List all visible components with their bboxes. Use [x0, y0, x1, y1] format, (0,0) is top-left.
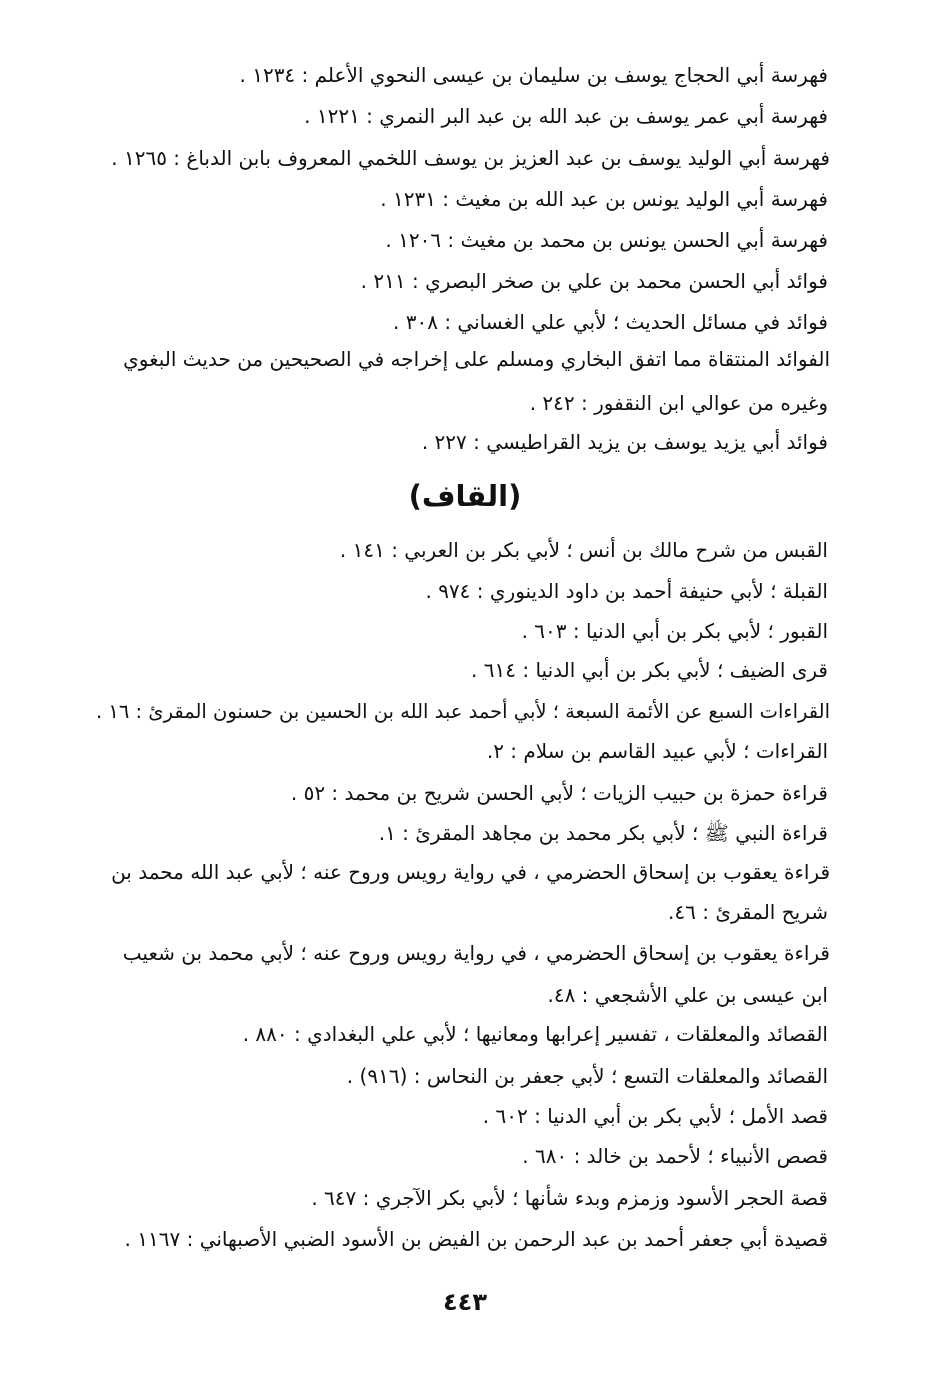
index-entry: قصة الحجر الأسود وزمزم وبدء شأنها ؛ لأبي بكر الآجري : ٦٤٧ .	[311, 1186, 828, 1210]
index-entry: قراءة النبي ﷺ ؛ لأبي بكر محمد بن مجاهد المقرئ : ١.	[378, 821, 828, 845]
index-entry: القراءات السبع عن الأئمة السبعة ؛ لأبي أحمد عبد الله بن الحسين بن حسنون المقرئ : ١٦ .	[95, 700, 830, 723]
index-entry: فوائد أبي الحسن محمد بن علي بن صخر البصري : ٢١١ .	[360, 269, 828, 293]
index-entry: قصص الأنبياء ؛ لأحمد بن خالد : ٦٨٠ .	[522, 1144, 828, 1168]
section-heading: (القاف)	[408, 479, 522, 513]
index-entry: القبور ؛ لأبي بكر بن أبي الدنيا : ٦٠٣ .	[521, 619, 828, 643]
index-entry: القصائد والمعلقات ، تفسير إعرابها ومعانيها ؛ لأبي علي البغدادي : ٨٨٠ .	[242, 1022, 828, 1046]
index-entry: القبس من شرح مالك بن أنس ؛ لأبي بكر بن العربي : ١٤١ .	[339, 538, 828, 562]
index-entry: فهرسة أبي الحجاج يوسف بن سليمان بن عيسى النحوي الأعلم : ١٢٣٤ .	[239, 63, 828, 87]
index-entry: فهرسة أبي عمر يوسف بن عبد الله بن عبد البر النمري : ١٢٢١ .	[304, 104, 828, 128]
page-number: ٤٤٣	[443, 1288, 487, 1316]
index-entry-continuation: وغيره من عوالي ابن النقفور : ٢٤٢ .	[529, 391, 828, 415]
index-entry: القراءات ؛ لأبي عبيد القاسم بن سلام : ٢.	[486, 739, 828, 763]
index-entry: فهرسة أبي الوليد يوسف بن عبد العزيز بن يوسف اللخمي المعروف بابن الدباغ : ١٢٦٥ .	[111, 146, 830, 170]
index-entry: قرى الضيف ؛ لأبي بكر بن أبي الدنيا : ٦١٤ .	[471, 658, 828, 682]
index-entry: قصيدة أبي جعفر أحمد بن عبد الرحمن بن الفيض بن الأسود الضبي الأصبهاني : ١١٦٧ .	[124, 1227, 828, 1251]
index-entry: الفوائد المنتقاة مما اتفق البخاري ومسلم على إخراجه في الصحيحين من حديث البغوي	[123, 347, 830, 371]
index-entry: فوائد أبي يزيد يوسف بن يزيد القراطيسي : ٢٢٧ .	[421, 430, 828, 454]
index-entry: فهرسة أبي الحسن يونس بن محمد بن مغيث : ١٢٠٦ .	[385, 228, 828, 252]
index-entry: القصائد والمعلقات التسع ؛ لأبي جعفر بن النحاس : (٩١٦) .	[346, 1064, 828, 1088]
index-entry: قصد الأمل ؛ لأبي بكر بن أبي الدنيا : ٦٠٢ .	[482, 1104, 828, 1128]
index-entry: القبلة ؛ لأبي حنيفة أحمد بن داود الدينوري : ٩٧٤ .	[425, 579, 828, 603]
index-entry-continuation: ابن عيسى بن علي الأشجعي : ٤٨.	[547, 983, 828, 1007]
index-entry: فوائد في مسائل الحديث ؛ لأبي علي الغساني : ٣٠٨ .	[393, 310, 828, 334]
index-entry-continuation: شريح المقرئ : ٤٦.	[668, 900, 828, 924]
index-entry: فهرسة أبي الوليد يونس بن عبد الله بن مغيث : ١٢٣١ .	[380, 187, 828, 211]
index-entry: قراءة يعقوب بن إسحاق الحضرمي ، في رواية رويس وروح عنه ؛ لأبي محمد بن شعيب	[122, 941, 830, 965]
index-entry: قراءة يعقوب بن إسحاق الحضرمي ، في رواية رويس وروح عنه ؛ لأبي عبد الله محمد بن	[111, 860, 830, 884]
index-entry: قراءة حمزة بن حبيب الزيات ؛ لأبي الحسن شريح بن محمد : ٥٢ .	[290, 781, 828, 805]
